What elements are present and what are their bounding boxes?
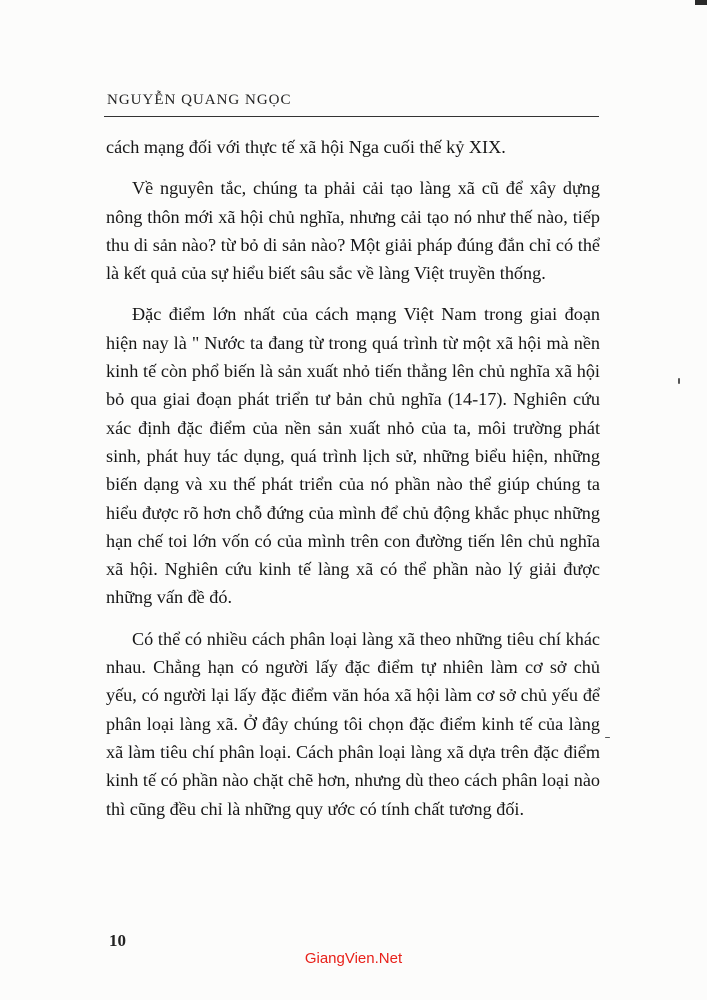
body-text: [106, 133, 600, 836]
header-rule: [104, 116, 599, 117]
paragraph: Đặc điểm lớn nhất của cách mạng Việt Nam trong giai đoạn hiện nay là " Nước ta đang từ trong quá trình từ một xã hội mà nền kinh tế còn phổ biến là sản xuất nhỏ tiến thẳng lên chủ nghĩa xã hội bỏ qua giai đoạn phát triển tư bản chủ nghĩa (14-17). Nghiên cứu xác định đặc điểm của nền sản xuất nhỏ của ta, môi trường phát sinh, phát huy tác dụng, quá trình lịch sử, những biểu hiện, những biến dạng và xu thế phát triển của nó phần nào thể giúp chúng ta hiểu được rõ hơn chỗ đứng của mình để chủ động khắc phục những hạn chế toi lớn vốn có của mình trên con đường tiến lên chủ nghĩa xã hội. Nghiên cứu kinh tế làng xã có thể phần nào lý giải được những vấn đề đó.: [106, 304, 600, 608]
scan-corner-mark: [695, 0, 707, 5]
paragraph: Về nguyên tắc, chúng ta phải cải tạo làng xã cũ để xây dựng nông thôn mới xã hội chủ nghĩa, nhưng cải tạo nó như thế nào, tiếp thu di sản nào? từ bỏ di sản nào? Một giải pháp đúng đắn chỉ có thể là kết quả của sự hiểu biết sâu sắc về làng Việt truyền thống.: [106, 178, 600, 284]
scan-speck: [678, 378, 680, 384]
watermark-text: GiangVien.Net: [304, 950, 403, 967]
running-header-author: NGUYỄN QUANG NGỌC: [107, 92, 292, 108]
scan-speck: [605, 737, 610, 738]
page-number: 10: [109, 931, 126, 950]
paragraph: Có thể có nhiều cách phân loại làng xã theo những tiêu chí khác nhau. Chẳng hạn có người lấy đặc điểm tự nhiên làm cơ sở chủ yếu, có người lại lấy đặc điểm văn hóa xã hội làm cơ sở chủ yếu để phân loại làng xã. Ở đây chúng tôi chọn đặc điểm kinh tế của làng xã làm tiêu chí phân loại. Cách phân loại làng xã dựa trên đặc điểm kinh tế có phần nào chặt chẽ hơn, nhưng dù theo cách phân loại nào thì cũng đều chỉ là những quy ước có tính chất tương đối.: [106, 628, 600, 819]
paragraph-continuation: cách mạng đối với thực tế xã hội Nga cuối thế kỷ XIX.: [106, 137, 506, 157]
